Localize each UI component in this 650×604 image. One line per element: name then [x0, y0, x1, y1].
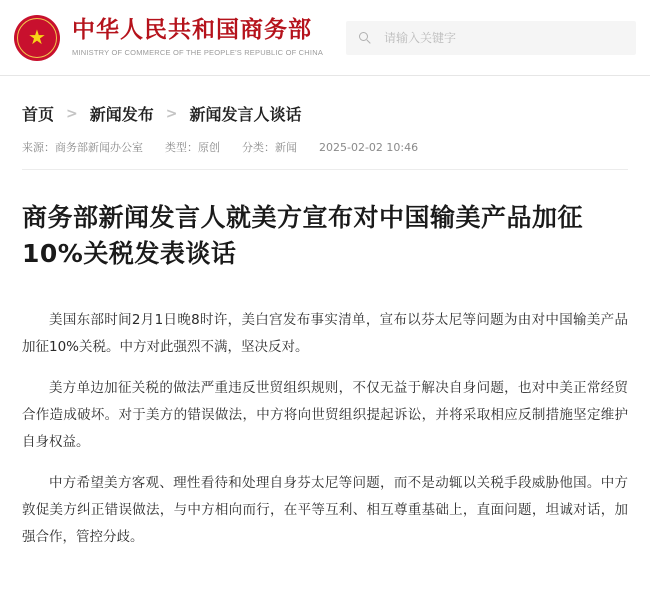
breadcrumb-separator-icon: > — [66, 105, 78, 122]
site-title-en: MINISTRY OF COMMERCE OF THE PEOPLE'S REPUBLIC OF CHINA — [72, 47, 324, 57]
article-meta — [22, 139, 628, 170]
breadcrumb-item-news[interactable]: 新闻发布 — [89, 105, 154, 124]
meta-datetime: 2025-02-02 10:46 — [319, 140, 419, 154]
breadcrumb-separator-icon: > — [165, 105, 178, 122]
breadcrumb-item-home[interactable]: 首页 — [22, 105, 55, 124]
page-content — [0, 76, 650, 551]
search-input[interactable] — [382, 30, 624, 46]
site-branding — [72, 18, 323, 56]
page-title: 商务部新闻发言人就美方宣布对中国输美产品加征10%关税发表谈话 — [22, 203, 584, 269]
breadcrumb — [22, 76, 628, 139]
search-box[interactable] — [346, 21, 636, 55]
article-paragraph: 美国东部时间2月1日晚8时许，美白宫发布事实清单，宣布以芬太尼等问题为由对中国输美产品加征10%关税。中方对此强烈不满，坚决反对。 — [22, 311, 628, 355]
emblem-star: ★ — [28, 26, 46, 49]
national-emblem-icon — [14, 15, 60, 61]
article-paragraph: 美方单边加征关税的做法严重违反世贸组织规则，不仅无益于解决自身问题，也对中美正常经贸合作造成破坏。对于美方的错误做法，中方将向世贸组织提起诉讼，并将采取相应反制措施坚定维护自身权益。 — [22, 379, 628, 450]
meta-type: 类型：原创 — [165, 141, 220, 154]
emblem-ring — [17, 18, 57, 58]
article-paragraph: 中方希望美方客观、理性看待和处理自身芬太尼等问题，而不是动辄以关税手段威胁他国。中方敦促美方纠正错误做法，与中方相向而行，在平等互利、相互尊重基础上，直面问题，坦诚对话，加强合作，管控分歧。 — [22, 474, 628, 545]
meta-category: 分类：新闻 — [242, 141, 297, 154]
site-header — [0, 0, 650, 76]
site-title-cn: 中华人民共和国商务部 — [72, 17, 312, 44]
breadcrumb-item-spokesperson[interactable]: 新闻发言人谈话 — [189, 105, 302, 124]
meta-source: 来源：商务部新闻办公室 — [22, 141, 143, 154]
article-body — [22, 307, 628, 551]
search-icon — [358, 31, 372, 45]
